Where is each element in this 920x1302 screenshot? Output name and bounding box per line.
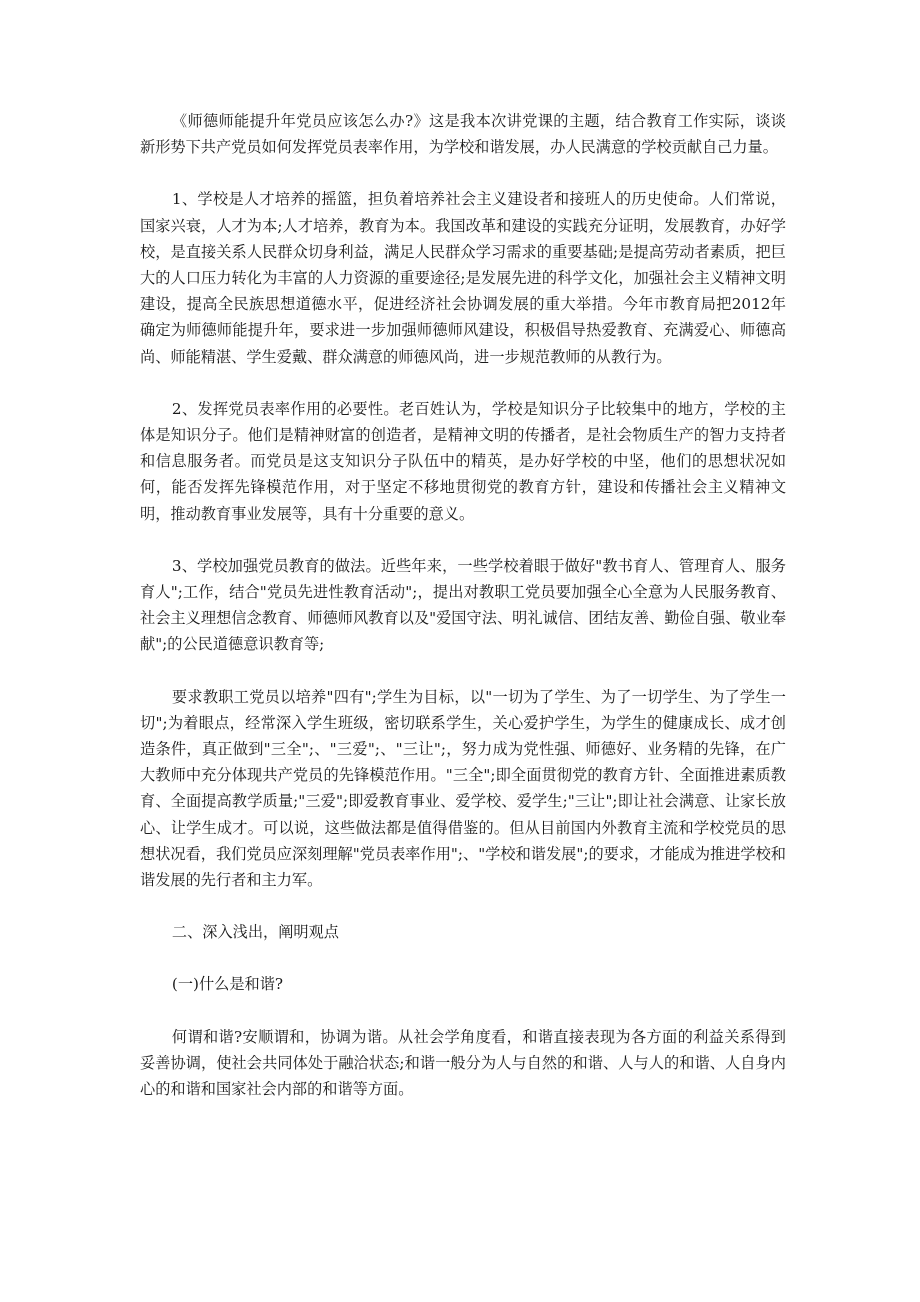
point-3-paragraph: 3、学校加强党员教育的做法。近些年来，一些学校着眼于做好"教书育人、管理育人、服务育人";工作，结合"党员先进性教育活动";，提出对教职工党员要加强全心全意为人民服务教育、社会主义理想信念教育、师德师风教育以及"爱国守法、明礼诚信、团结友善、勤俭自强、敬业奉献";的公民道德意识教育等; [140,556,786,654]
requirements-paragraph: 要求教职工党员以培养"四有";学生为目标，以"一切为了学生、为了一切学生、为了学生一切";为着眼点，经常深入学生班级，密切联系学生，关心爱护学生，为学生的健康成长、成才创造条件，真正做到"三全";、"三爱";、"三让";，努力成为党性强、师德好、业务精的先锋，在广大教师中充分体现共产党员的先锋模范作用。"三全";即全面贯彻党的教育方针、全面推进素质教育、全面提高教学质量;"三爱";即爱教育事业、爱学校、爱学生;"三让";即让社会满意、让家长放心、让学生成才。可以说，这些做法都是值得借鉴的。但从目前国内外教育主流和学校党员的思想状况看，我们党员应深刻理解"党员表率作用";、"学校和谐发展";的要求，才能成为推进学校和谐发展的先行者和主力军。 [140,687,786,890]
intro-paragraph: 《师德师能提升年党员应该怎么办?》这是我本次讲党课的主题，结合教育工作实际，谈谈新形势下共产党员如何发挥党员表率作用，为学校和谐发展，办人民满意的学校贡献自己力量。 [140,112,786,157]
harmony-definition-paragraph: 何谓和谐?安顺谓和，协调为谐。从社会学角度看，和谐直接表现为各方面的利益关系得到妥善协调，使社会共同体处于融洽状态;和谐一般分为人与自然的和谐、人与人的和谐、人自身内心的和谐和国家社会内部的和谐等方面。 [140,1027,786,1099]
document-body [140,108,786,1128]
point-2-paragraph: 2、发挥党员表率作用的必要性。老百姓认为，学校是知识分子比较集中的地方，学校的主体是知识分子。他们是精神财富的创造者，是精神文明的传播者，是社会物质生产的智力支持者和信息服务者。而党员是这支知识分子队伍中的精英，是办好学校的中坚，他们的思想状况如何，能否发挥先锋模范作用，对于坚定不移地贯彻党的教育方针，建设和传播社会主义精神文明，推动教育事业发展等，具有十分重要的意义。 [140,399,786,523]
point-1-paragraph: 1、学校是人才培养的摇篮，担负着培养社会主义建设者和接班人的历史使命。人们常说，国家兴衰，人才为本;人才培养，教育为本。我国改革和建设的实践充分证明，发展教育，办好学校，是直接关系人民群众切身利益，满足人民群众学习需求的重要基础;是提高劳动者素质，把巨大的人口压力转化为丰富的人力资源的重要途径;是发展先进的科学文化，加强社会主义精神文明建设，提高全民族思想道德水平，促进经济社会协调发展的重大举措。今年市教育局把2012年确定为师德师能提升年，要求进一步加强师德师风建设，积极倡导热爱教育、充满爱心、师德高尚、师能精湛、学生爱戴、群众满意的师德风尚，进一步规范教师的从教行为。 [140,190,786,366]
section-heading: 二、深入浅出，阐明观点 [171,923,339,942]
subsection-heading: (一)什么是和谐? [171,975,284,994]
